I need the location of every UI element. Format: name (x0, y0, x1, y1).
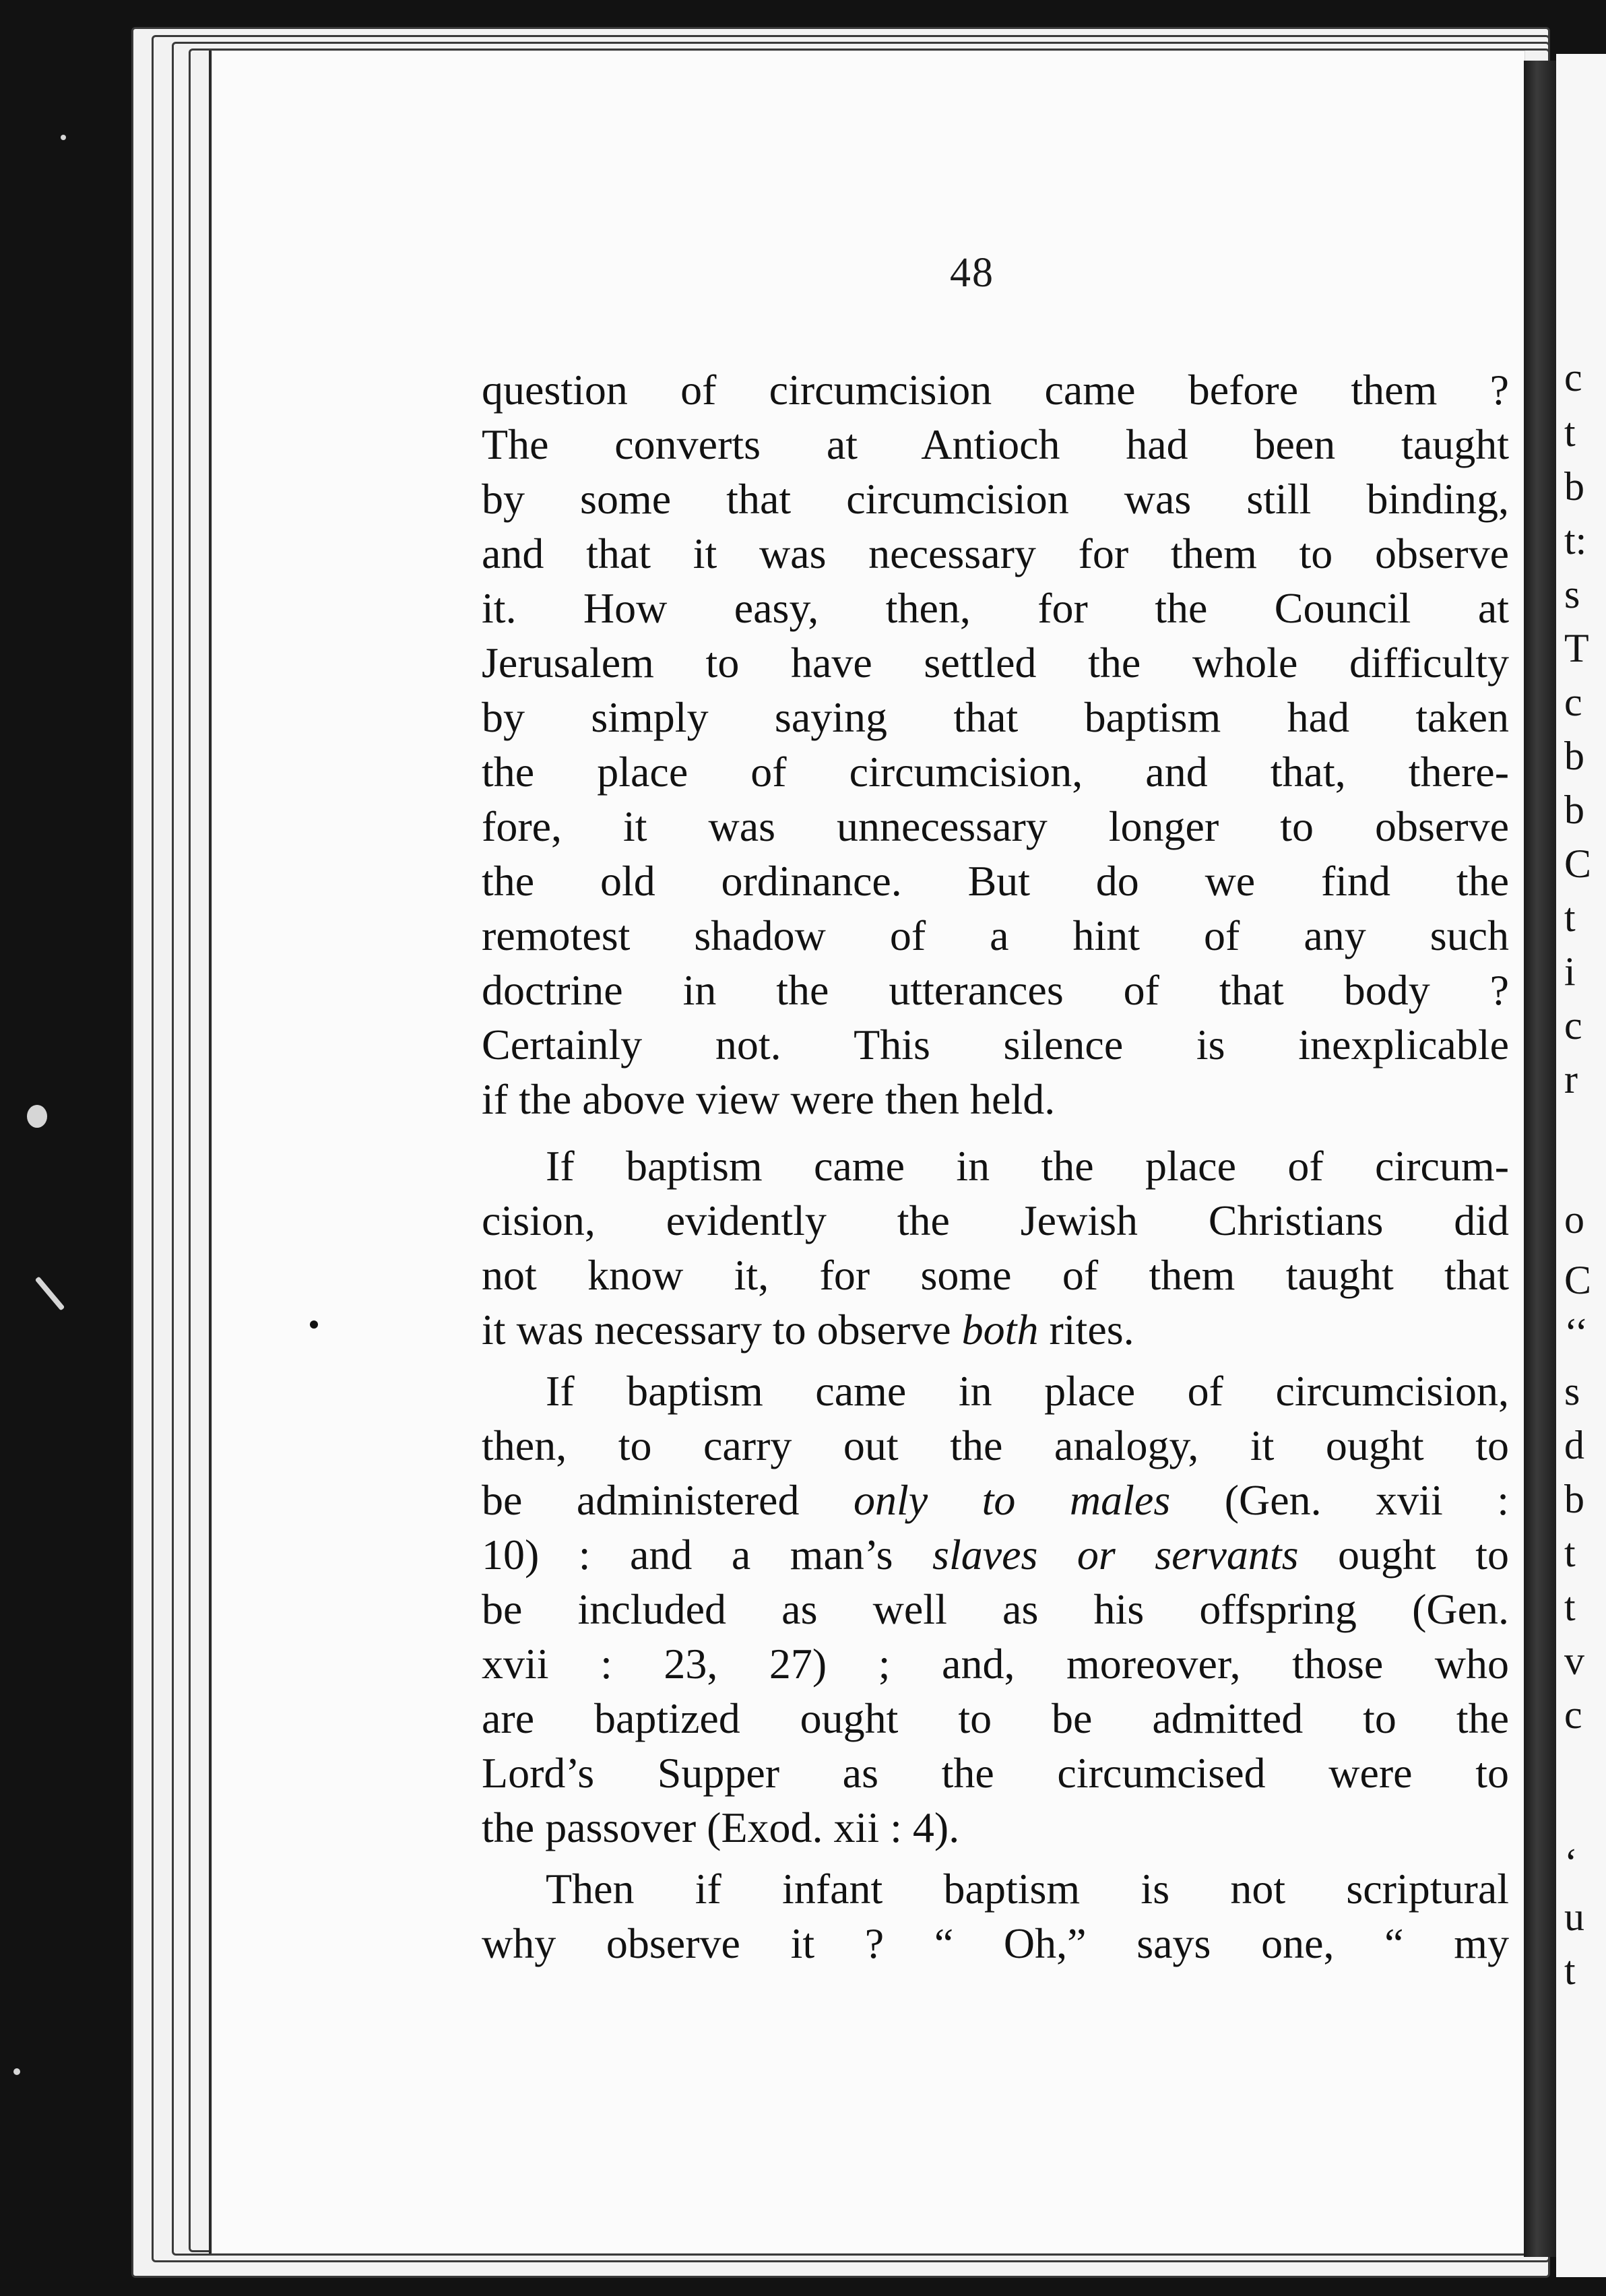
text-line: be included as well as his offspring (Gen. (482, 1585, 1509, 1633)
text-run: ought to (1298, 1531, 1510, 1578)
facing-page-fragment: C (1564, 1260, 1592, 1300)
paragraph (482, 1364, 1509, 1855)
facing-page-fragment: s (1564, 574, 1580, 614)
text-line: the passover (Exod. xii : 4). (482, 1804, 960, 1851)
facing-page-fragment: t (1564, 1950, 1576, 1991)
text-line: Then if infant baptism is not scriptural (546, 1865, 1509, 1913)
facing-page-fragment: d (1564, 1425, 1584, 1465)
text-line: are baptized ought to be admitted to the (482, 1694, 1509, 1742)
page-number: 48 (950, 250, 994, 296)
text-run: 10) : and a man’s (482, 1531, 933, 1578)
book-gutter (1524, 61, 1556, 2257)
text-line: doctrine in the utterances of that body ? (482, 966, 1509, 1014)
text-line: xvii : 23, 27) ; and, moreover, those who (482, 1640, 1509, 1688)
facing-page-fragment: t (1564, 897, 1576, 938)
italic-text: both (961, 1306, 1039, 1353)
facing-page-fragment: c (1564, 357, 1582, 397)
italic-text: slaves or servants (932, 1531, 1299, 1578)
text-line: the place of circumcision, and that, there- (482, 748, 1509, 796)
text-line: it. How easy, then, for the Council at (482, 584, 1509, 632)
text-line (482, 1302, 1509, 1357)
paragraph (482, 1861, 1509, 1971)
dust-speck (310, 1320, 318, 1329)
text-run: it was necessary to observe (482, 1306, 962, 1353)
text-line: the old ordinance. But do we find the (482, 857, 1509, 905)
text-line: by some that circumcision was still binding, (482, 475, 1509, 523)
facing-page-fragment: u (1564, 1896, 1584, 1937)
facing-page-fragment: o (1564, 1199, 1584, 1240)
facing-page-fragment: t (1564, 1533, 1576, 1573)
italic-text: only to males (853, 1476, 1171, 1524)
facing-page-fragment: T (1564, 628, 1589, 668)
facing-page-fragment: t (1564, 412, 1576, 453)
text-line: by simply saying that baptism had taken (482, 693, 1509, 741)
text-line: then, to carry out the analogy, it ought to (482, 1422, 1509, 1469)
text-line: if the above view were then held. (482, 1075, 1056, 1123)
text-line: fore, it was unnecessary longer to observe (482, 802, 1509, 850)
facing-page-fragment: v (1564, 1640, 1584, 1681)
dust-speck (27, 1105, 47, 1128)
text-line: If baptism came in the place of circum- (546, 1142, 1509, 1190)
text-line: not know it, for some of them taught that (482, 1251, 1509, 1299)
facing-page-fragment: b (1564, 1479, 1584, 1519)
facing-page-fragment: t: (1564, 520, 1587, 561)
facing-page-fragment: b (1564, 790, 1584, 830)
facing-page-fragment: r (1564, 1059, 1578, 1099)
text-line: why observe it ? “ Oh,” says one, “ my (482, 1919, 1509, 1967)
facing-page-edge (1556, 54, 1606, 2277)
dust-speck (35, 1276, 65, 1310)
facing-page-fragment: c (1564, 1694, 1582, 1735)
dust-speck (61, 135, 66, 140)
paragraph (482, 362, 1509, 1126)
text-line: Certainly not. This silence is inexplicable (482, 1021, 1509, 1069)
text-line: If baptism came in place of circumcision, (546, 1367, 1509, 1415)
text-line (482, 1473, 1509, 1527)
text-line: Lord’s Supper as the circumcised were to (482, 1749, 1509, 1797)
facing-page-fragment: b (1564, 736, 1584, 776)
text-line: question of circumcision came before them ? (482, 366, 1509, 414)
text-line: and that it was necessary for them to observe (482, 530, 1509, 577)
facing-page-fragment: s (1564, 1371, 1580, 1411)
text-line (482, 1527, 1509, 1582)
text-run: be administered (482, 1476, 854, 1524)
body-text (482, 362, 1509, 2215)
paragraph (482, 1139, 1509, 1357)
text-line: The converts at Antioch had been taught (482, 420, 1509, 468)
facing-page-fragment: b (1564, 466, 1584, 507)
facing-page-fragment: ‘‘ (1564, 1312, 1588, 1353)
facing-page-fragment: C (1564, 843, 1592, 884)
facing-page-fragment: ‘ (1564, 1843, 1578, 1883)
text-run: (Gen. xvii : (1170, 1476, 1510, 1524)
facing-page-fragment: t (1564, 1587, 1576, 1627)
facing-page-fragment: c (1564, 1005, 1582, 1046)
text-line: remotest shadow of a hint of any such (482, 912, 1509, 959)
text-line: Jerusalem to have settled the whole difficulty (482, 639, 1509, 687)
dust-speck (13, 2068, 20, 2075)
text-run: rites. (1038, 1306, 1134, 1353)
facing-page-fragment: c (1564, 682, 1582, 722)
text-line: cision, evidently the Jewish Christians did (482, 1197, 1509, 1244)
facing-page-fragment: i (1564, 951, 1576, 992)
